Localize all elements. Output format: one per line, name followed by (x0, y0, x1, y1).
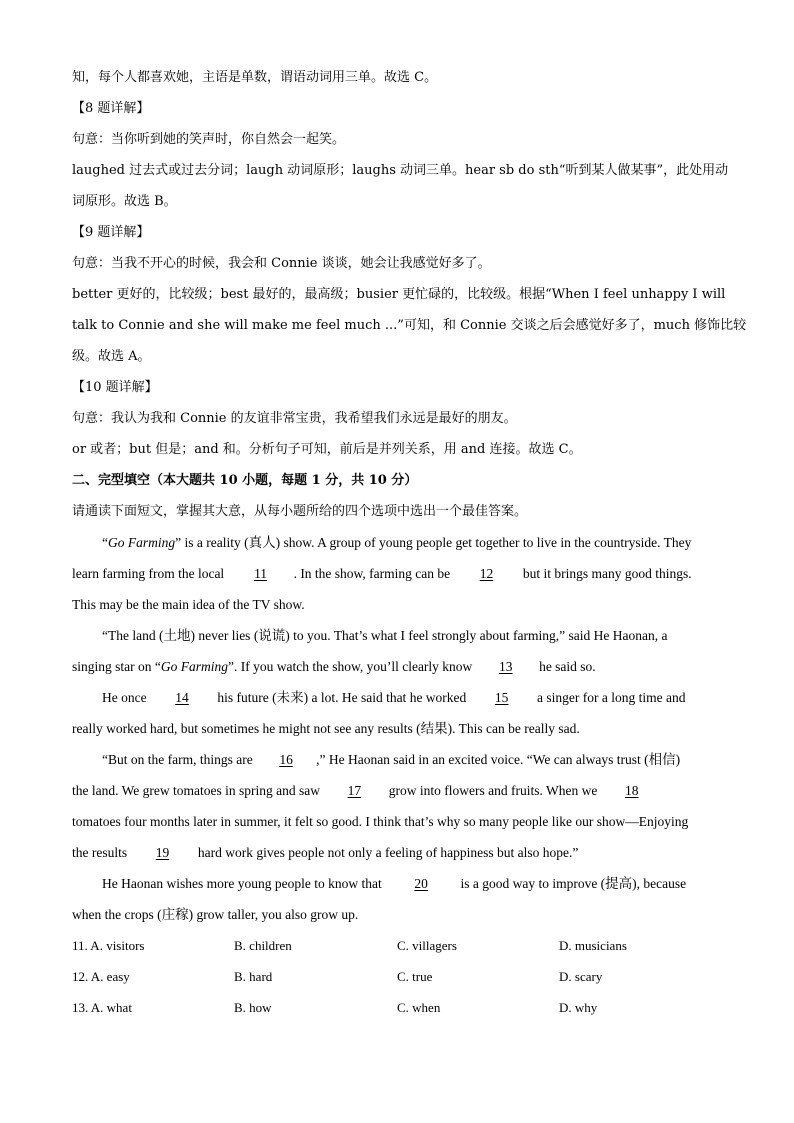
blank-12: 12 (479, 566, 494, 581)
passage-line: the results 19 hard work gives people not only a feeling of happiness but also hope.” (72, 837, 720, 868)
passage-line: singing star on “Go Farming”. If you watch the show, you’ll clearly know 13 he said so. (72, 651, 720, 682)
q10-meaning: 句意：我认为我和 Connie 的友谊非常宝贵，我希望我们永远是最好的朋友。 (72, 411, 517, 426)
section-instruction: 请通读下面短文，掌握其大意，从每小题所给的四个选项中选出一个最佳答案。 (72, 504, 528, 519)
blank-20: 20 (414, 876, 428, 891)
q7-explanation-tail: 知，每个人都喜欢她，主语是单数，谓语动词用三单。故选 C。 (72, 70, 438, 85)
q9-explanation: better 更好的，比较级；best 最好的，最高级；busier 更忙碌的，比较级。根据“When I feel unhappy I will (72, 287, 726, 302)
option-12-b[interactable]: B. hard (234, 969, 273, 984)
option-13-d[interactable]: D. why (559, 1000, 598, 1015)
option-13-b[interactable]: B. how (234, 1000, 272, 1015)
blank-16: 16 (279, 752, 293, 767)
option-11-a[interactable]: 11. A. visitors (72, 938, 145, 953)
passage-line: the land. We grew tomatoes in spring and saw 17 grow into flowers and fruits. When we 18 (72, 775, 720, 806)
options-row-13 (72, 992, 720, 1023)
q9-heading: 【9 题详解】 (72, 225, 150, 240)
passage-line: He Haonan wishes more young people to know that 20 is a good way to improve (提高), because (72, 868, 720, 899)
options-row-11 (72, 930, 720, 961)
option-13-a[interactable]: 13. A. what (72, 1000, 132, 1015)
show-title: Go Farming (108, 535, 176, 550)
passage-line: learn farming from the local 11 . In the show, farming can be 12 but it brings many good things. (72, 558, 720, 589)
passage-line: This may be the main idea of the TV show. (72, 597, 305, 612)
passage-line: when the crops (庄稼) grow taller, you also grow up. (72, 907, 359, 922)
option-12-a[interactable]: 12. A. easy (72, 969, 130, 984)
q10-explanation: or 或者；but 但是；and 和。分析句子可知，前后是并列关系，用 and 连接。故选 C。 (72, 442, 582, 457)
option-11-d[interactable]: D. musicians (559, 938, 627, 953)
passage-line: “The land (土地) never lies (说谎) to you. That’s what I feel strongly about farming,” said He Haonan, a (102, 628, 668, 643)
q8-meaning: 句意：当你听到她的笑声时，你自然会一起笑。 (72, 132, 346, 147)
blank-19: 19 (155, 845, 170, 860)
option-11-b[interactable]: B. children (234, 938, 292, 953)
q8-explanation: laughed 过去式或过去分词；laugh 动词原形；laughs 动词三单。hear sb do sth“听到某人做某事”，此处用动 (72, 163, 729, 178)
option-12-d[interactable]: D. scary (559, 969, 603, 984)
show-title: Go Farming (160, 659, 228, 674)
passage-line: “But on the farm, things are 16 ,” He Haonan said in an excited voice. “We can always trust (相信) (72, 744, 720, 775)
blank-15: 15 (494, 690, 509, 705)
passage-line: really worked hard, but sometimes he might not see any results (结果). This can be really sad. (72, 721, 580, 736)
passage-line: He once 14 his future (未来) a lot. He said that he worked 15 a singer for a long time and (72, 682, 720, 713)
q8-heading: 【8 题详解】 (72, 101, 150, 116)
section-title: 二、完型填空（本大题共 10 小题，每题 1 分，共 10 分） (72, 473, 418, 488)
passage-line: tomatoes four months later in summer, it felt so good. I think that’s why so many people like our show—Enjoying (72, 814, 689, 829)
option-12-c[interactable]: C. true (397, 969, 433, 984)
options-row-12 (72, 961, 720, 992)
q9-explanation: talk to Connie and she will make me feel much ...”可知，和 Connie 交谈之后会感觉好多了，much 修饰比较 (72, 318, 747, 333)
q9-explanation: 级。故选 A。 (72, 349, 151, 364)
blank-18: 18 (624, 783, 639, 798)
q9-meaning: 句意：当我不开心的时候，我会和 Connie 谈谈，她会让我感觉好多了。 (72, 256, 491, 271)
passage-line: “Go Farming” is a reality (真人) show. A group of young people get together to live in the countryside. They (102, 535, 692, 550)
blank-11: 11 (254, 566, 268, 581)
q8-explanation: 词原形。故选 B。 (72, 194, 177, 209)
option-11-c[interactable]: C. villagers (397, 938, 457, 953)
document-page (72, 62, 747, 1023)
blank-17: 17 (347, 783, 362, 798)
option-13-c[interactable]: C. when (397, 1000, 441, 1015)
blank-13: 13 (498, 659, 513, 674)
blank-14: 14 (175, 690, 189, 705)
q10-heading: 【10 题详解】 (72, 380, 158, 395)
